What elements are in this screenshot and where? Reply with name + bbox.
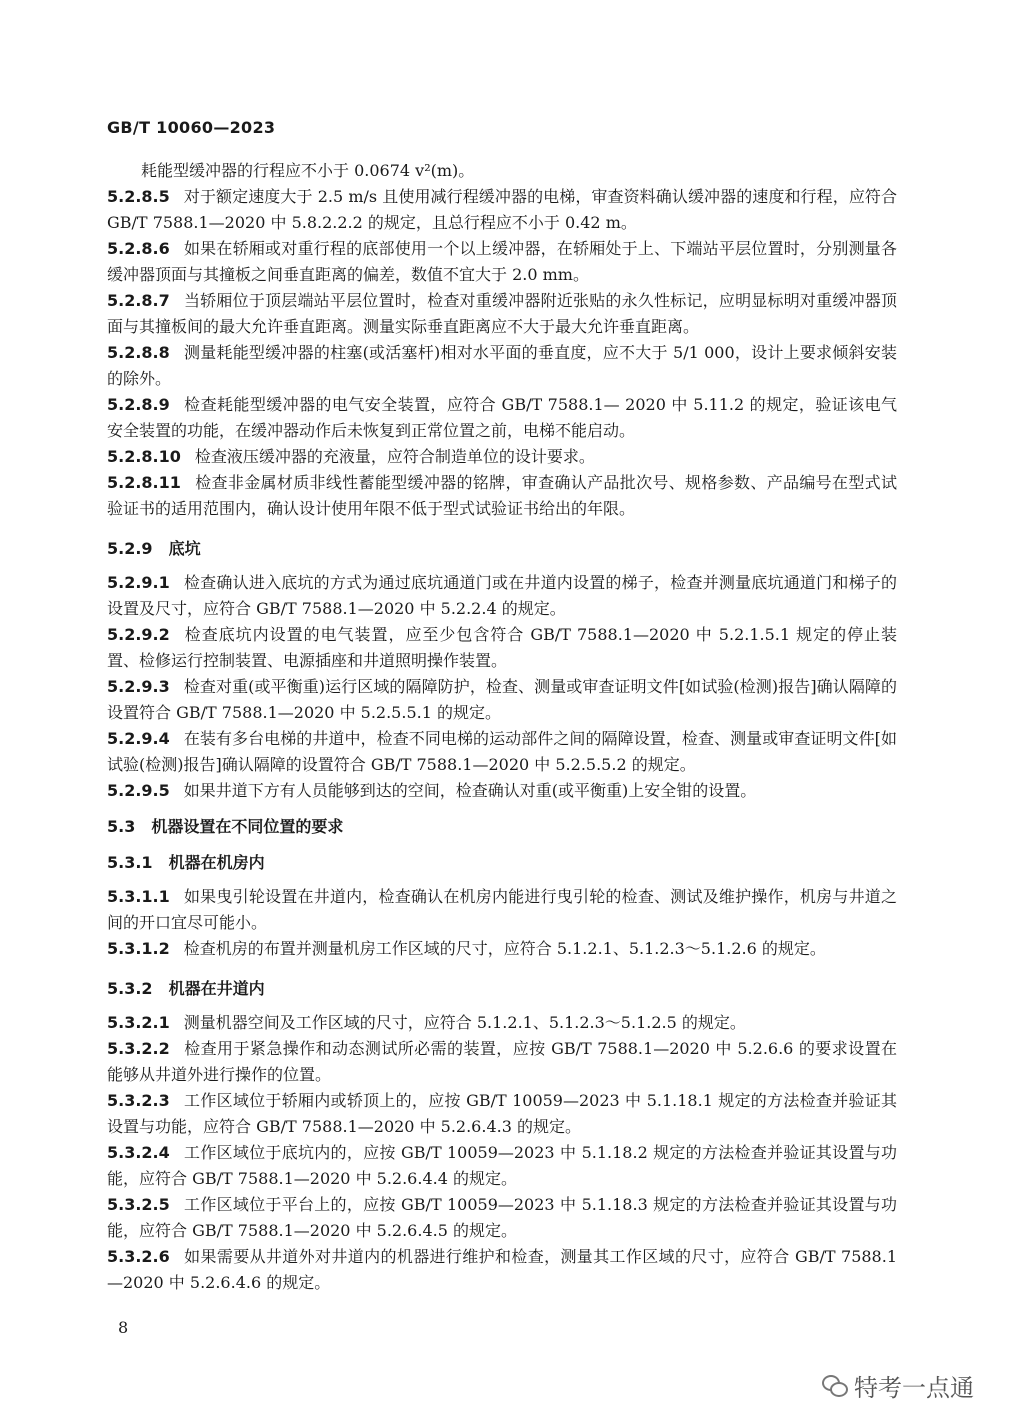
clause-number: 5.2.9.3 (107, 677, 170, 696)
clause-number: 5.3.2.4 (107, 1143, 170, 1162)
wechat-icon (822, 1375, 848, 1397)
clause-number: 5.2.9.5 (107, 781, 170, 800)
clause-number: 5.2.8.10 (107, 447, 181, 466)
clause-number: 5.3.2.2 (107, 1039, 170, 1058)
section-heading-5-3-2 (107, 976, 897, 1002)
clause-paragraph (107, 726, 897, 778)
clause-text: 检查底坑内设置的电气装置，应至少包含符合 GB/T 7588.1—2020 中 5.2.1.5.1 规定的停止装置、检修运行控制装置、电源插座和井道照明操作装置。 (107, 625, 897, 670)
clause-paragraph (107, 1088, 897, 1140)
clause-number: 5.3.1.2 (107, 939, 170, 958)
section-number: 5.3 (107, 817, 136, 836)
clause-text: 检查非金属材质非线性蓄能型缓冲器的铭牌，审查确认产品批次号、规格参数、产品编号在型式试验证书的适用范围内，确认设计使用年限不低于型式试验证书给出的年限。 (107, 473, 897, 518)
section-number: 5.3.1 (107, 853, 153, 872)
clause-text: 检查确认进入底坑的方式为通过底坑通道门或在井道内设置的梯子，检查并测量底坑通道门和梯子的设置及尺寸，应符合 GB/T 7588.1—2020 中 5.2.2.4 的规定。 (107, 573, 897, 618)
section-title: 机器设置在不同位置的要求 (151, 817, 344, 836)
clause-paragraph (107, 184, 897, 236)
clause-paragraph (107, 158, 897, 184)
clause-number: 5.2.8.9 (107, 395, 170, 414)
clause-text: 检查机房的布置并测量机房工作区域的尺寸，应符合 5.1.2.1、5.1.2.3～5.1.2.6 的规定。 (183, 939, 826, 958)
clause-text: 耗能型缓冲器的行程应不小于 0.0674 v²(m)。 (141, 161, 475, 180)
clause-text: 测量机器空间及工作区域的尺寸，应符合 5.1.2.1、5.1.2.3～5.1.2.5 的规定。 (183, 1013, 746, 1032)
clause-number: 5.3.1.1 (107, 887, 170, 906)
clause-number: 5.2.8.7 (107, 291, 170, 310)
clause-text: 在装有多台电梯的井道中，检查不同电梯的运动部件之间的隔障设置，检查、测量或审查证明文件[如试验(检测)报告]确认隔障的设置符合 GB/T 7588.1—2020 中 5.2.5.5.2 的规定。 (107, 729, 897, 774)
document-header: GB/T 10060—2023 (107, 118, 276, 137)
clause-number: 5.2.9.4 (107, 729, 170, 748)
paragraphs-528 (107, 158, 897, 522)
clause-text: 检查用于紧急操作和动态测试所必需的装置，应按 GB/T 7588.1—2020 中 5.2.6.6 的要求设置在能够从井道外进行操作的位置。 (107, 1039, 897, 1084)
clause-text: 测量耗能型缓冲器的柱塞(或活塞杆)相对水平面的垂直度，应不大于 5/1 000，设计上要求倾斜安装的除外。 (107, 343, 897, 388)
page-body (107, 158, 897, 1296)
clause-text: 工作区域位于平台上的，应按 GB/T 10059—2023 中 5.1.18.3 规定的方法检查并验证其设置与功能，应符合 GB/T 7588.1—2020 中 5.2.6.4.5 的规定。 (107, 1195, 897, 1240)
clause-text: 如果井道下方有人员能够到达的空间，检查确认对重(或平衡重)上安全钳的设置。 (183, 781, 757, 800)
clause-number: 5.3.2.5 (107, 1195, 170, 1214)
page-number: 8 (118, 1318, 129, 1337)
clause-paragraph (107, 884, 897, 936)
clause-text: 检查液压缓冲器的充液量，应符合制造单位的设计要求。 (194, 447, 595, 466)
clause-text: 工作区域位于底坑内的，应按 GB/T 10059—2023 中 5.1.18.2 规定的方法检查并验证其设置与功能，应符合 GB/T 7588.1—2020 中 5.2.6.4.4 的规定。 (107, 1143, 897, 1188)
clause-paragraph (107, 288, 897, 340)
clause-paragraph (107, 570, 897, 622)
clause-text: 检查对重(或平衡重)运行区域的隔障防护，检查、测量或审查证明文件[如试验(检测)报告]确认隔障的设置符合 GB/T 7588.1—2020 中 5.2.5.5.1 的规定。 (107, 677, 897, 722)
clause-text: 如果需要从井道外对井道内的机器进行维护和检查，测量其工作区域的尺寸，应符合 GB/T 7588.1—2020 中 5.2.6.4.6 的规定。 (107, 1247, 897, 1292)
section-title: 底坑 (168, 539, 201, 558)
clause-paragraph (107, 1140, 897, 1192)
paragraphs-532 (107, 1010, 897, 1296)
section-title: 机器在机房内 (168, 853, 265, 872)
clause-paragraph (107, 392, 897, 444)
clause-number: 5.2.8.11 (107, 473, 181, 492)
clause-number: 5.2.8.6 (107, 239, 170, 258)
clause-paragraph (107, 1244, 897, 1296)
clause-paragraph (107, 778, 897, 804)
clause-paragraph (107, 1010, 897, 1036)
clause-paragraph (107, 236, 897, 288)
clause-text: 工作区域位于轿厢内或轿顶上的，应按 GB/T 10059—2023 中 5.1.18.1 规定的方法检查并验证其设置与功能，应符合 GB/T 7588.1—2020 中 5.2.6.4.3 的规定。 (107, 1091, 897, 1136)
section-number: 5.2.9 (107, 539, 153, 558)
clause-text: 当轿厢位于顶层端站平层位置时，检查对重缓冲器附近张贴的永久性标记，应明显标明对重缓冲器顶面与其撞板间的最大允许垂直距离。测量实际垂直距离应不大于最大允许垂直距离。 (107, 291, 897, 336)
clause-paragraph (107, 470, 897, 522)
clause-paragraph (107, 340, 897, 392)
clause-number: 5.2.9.2 (107, 625, 170, 644)
clause-paragraph (107, 936, 897, 962)
clause-text: 如果在轿厢或对重行程的底部使用一个以上缓冲器，在轿厢处于上、下端站平层位置时，分别测量各缓冲器顶面与其撞板之间垂直距离的偏差，数值不宜大于 2.0 mm。 (107, 239, 897, 284)
clause-number: 5.2.8.5 (107, 187, 170, 206)
paragraphs-531 (107, 884, 897, 962)
clause-number: 5.2.8.8 (107, 343, 170, 362)
clause-number: 5.2.9.1 (107, 573, 170, 592)
section-title: 机器在井道内 (168, 979, 265, 998)
clause-number: 5.3.2.3 (107, 1091, 170, 1110)
clause-number: 5.3.2.1 (107, 1013, 170, 1032)
clause-paragraph (107, 622, 897, 674)
clause-number: 5.3.2.6 (107, 1247, 170, 1266)
section-heading-5-3 (107, 814, 897, 840)
paragraphs-529 (107, 570, 897, 804)
watermark (822, 1368, 974, 1403)
section-number: 5.3.2 (107, 979, 153, 998)
clause-text: 检查耗能型缓冲器的电气安全装置，应符合 GB/T 7588.1— 2020 中 5.11.2 的规定，验证该电气安全装置的功能，在缓冲器动作后未恢复到正常位置之前，电梯不能启动。 (107, 395, 897, 440)
clause-text: 对于额定速度大于 2.5 m/s 且使用减行程缓冲器的电梯，审查资料确认缓冲器的速度和行程，应符合 GB/T 7588.1—2020 中 5.8.2.2.2 的规定，且总行程应不小于 0.42 m。 (107, 187, 897, 232)
section-heading-5-3-1 (107, 850, 897, 876)
clause-paragraph (107, 1036, 897, 1088)
clause-paragraph (107, 1192, 897, 1244)
clause-text: 如果曳引轮设置在井道内，检查确认在机房内能进行曳引轮的检查、测试及维护操作，机房与井道之间的开口宜尽可能小。 (107, 887, 897, 932)
watermark-text: 特考一点通 (854, 1374, 974, 1402)
clause-paragraph (107, 444, 897, 470)
clause-paragraph (107, 674, 897, 726)
section-heading-5-2-9 (107, 536, 897, 562)
